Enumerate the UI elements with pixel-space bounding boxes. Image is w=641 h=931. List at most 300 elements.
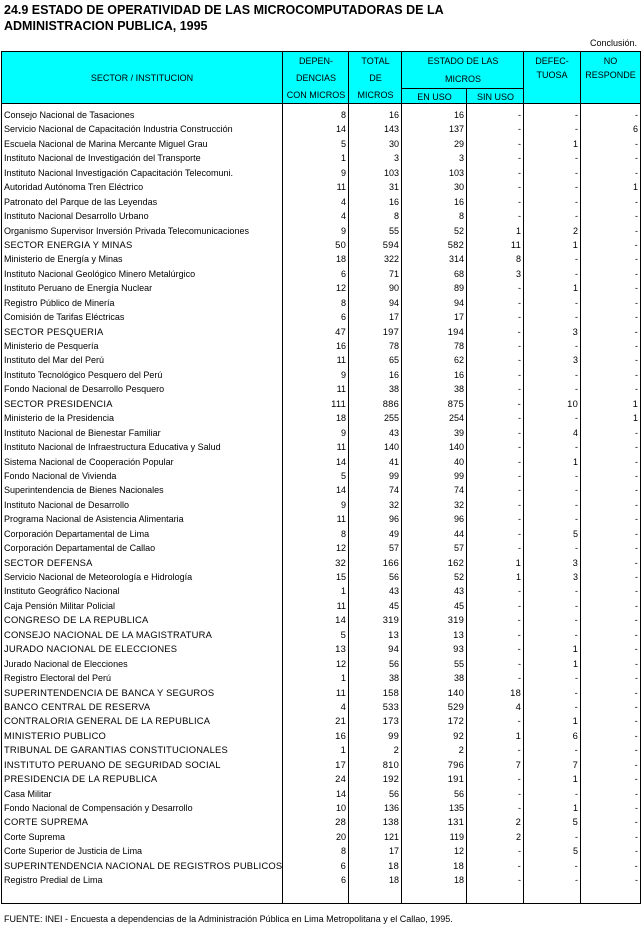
cell-institution: SECTOR PRESIDENCIA [4, 397, 113, 409]
header-sin-uso [466, 88, 524, 104]
cell-dependencias: 10 [335, 803, 346, 813]
cell-en-uso: 92 [453, 729, 464, 741]
cell-dependencias: 6 [340, 312, 346, 323]
cell-en-uso: 191 [447, 773, 464, 785]
cell-sin-uso: - [518, 600, 521, 611]
cell-defectuosa: 4 [572, 427, 578, 438]
cell-dependencias: 6 [340, 268, 346, 279]
cell-institution: Registro Electoral del Perú [4, 673, 112, 684]
cell-no-responde: - [635, 225, 638, 236]
table-row [2, 267, 640, 281]
cell-institution: Instituto Nacional de Infraestructura Educativa y Salud [4, 442, 221, 453]
cell-institution: Fondo Nacional de Desarrollo Pesquero [4, 384, 165, 395]
cell-defectuosa: - [575, 254, 578, 265]
cell-total: 38 [388, 673, 399, 684]
cell-institution: INSTITUTO PERUANO DE SEGURIDAD SOCIAL [4, 758, 221, 770]
cell-dependencias: 11 [336, 384, 346, 395]
cell-en-uso: 194 [447, 325, 464, 337]
cell-no-responde: - [635, 211, 638, 222]
cell-sin-uso: - [518, 875, 521, 886]
cell-dependencias: 9 [340, 499, 346, 510]
cell-sin-uso: - [518, 124, 521, 135]
cell-en-uso: 16 [453, 196, 464, 207]
table-row [2, 541, 640, 555]
cell-sin-uso: - [518, 470, 521, 481]
cell-defectuosa: 1 [572, 773, 578, 785]
table-row [2, 527, 640, 541]
cell-dependencias: 1 [340, 744, 346, 756]
cell-sin-uso: - [518, 355, 521, 366]
cell-defectuosa: 5 [572, 846, 578, 857]
cell-institution: TRIBUNAL DE GARANTIAS CONSTITUCIONALES [4, 744, 228, 756]
cell-defectuosa: - [575, 196, 578, 207]
cell-no-responde: - [635, 600, 638, 611]
cell-defectuosa: - [574, 686, 578, 698]
table-row [2, 195, 640, 209]
cell-institution: CONSEJO NACIONAL DE LA MAGISTRATURA [4, 628, 213, 640]
cell-en-uso: 140 [447, 686, 464, 698]
cell-total: 43 [388, 586, 399, 597]
cell-no-responde: - [634, 686, 638, 698]
cell-no-responde: 1 [632, 413, 638, 424]
header-total [348, 52, 402, 103]
cell-sin-uso: - [518, 658, 521, 669]
cell-en-uso: 12 [453, 846, 464, 857]
cell-no-responde: - [635, 384, 638, 395]
cell-total: 143 [383, 124, 399, 135]
cell-total: 13 [388, 628, 399, 640]
cell-institution: Registro Público de Minería [4, 297, 115, 308]
cell-defectuosa: - [575, 442, 578, 453]
cell-dependencias: 8 [340, 110, 346, 120]
cell-no-responde: - [635, 875, 638, 886]
table-row [2, 310, 640, 324]
cell-total: 71 [388, 268, 399, 279]
header-dependencias [282, 52, 349, 103]
cell-institution: Patronato del Parque de las Leyendas [4, 196, 158, 207]
cell-no-responde: - [634, 816, 638, 828]
cell-total: 16 [388, 369, 399, 380]
cell-institution: Ministerio de Energía y Minas [4, 254, 123, 265]
header-no-responde [580, 52, 640, 103]
cell-institution: Jurado Nacional de Elecciones [4, 658, 128, 669]
cell-defectuosa: 3 [572, 355, 578, 366]
cell-total: 90 [388, 283, 399, 294]
cell-dependencias: 50 [335, 238, 346, 250]
cell-en-uso: 74 [453, 485, 464, 496]
header-dep-line-3: CON MICROS [286, 89, 346, 100]
cell-sin-uso: 2 [515, 816, 521, 828]
cell-institution: Ministerio de Pesquería [4, 341, 99, 351]
cell-institution: PRESIDENCIA DE LA REPUBLICA [4, 773, 158, 785]
cell-total: 192 [382, 773, 399, 785]
cell-en-uso: 68 [453, 268, 464, 279]
cell-sin-uso: - [517, 325, 521, 337]
cell-no-responde: - [635, 658, 638, 669]
cell-institution: SUPERINTENDENCIA DE BANCA Y SEGUROS [4, 686, 215, 698]
table-row [2, 815, 640, 829]
cell-dependencias: 24 [335, 773, 346, 785]
cell-no-responde: - [635, 297, 638, 308]
table-row [2, 353, 640, 367]
cell-defectuosa: - [574, 628, 578, 640]
cell-institution: Corte Superior de Justicia de Lima [4, 846, 143, 857]
cell-defectuosa: 10 [567, 397, 578, 409]
cell-sin-uso: - [518, 673, 521, 684]
table-row [2, 498, 640, 512]
cell-en-uso: 32 [453, 499, 464, 510]
table-row [2, 686, 640, 700]
header-dep-line-2: DENCIAS [295, 72, 336, 83]
cell-no-responde: - [634, 643, 638, 655]
cell-en-uso: 96 [453, 514, 464, 525]
cell-defectuosa: - [575, 514, 578, 525]
header-sector [2, 52, 282, 103]
table-row [2, 469, 640, 483]
cell-dependencias: 32 [335, 556, 346, 568]
cell-total: 158 [382, 686, 399, 698]
cell-total: 56 [388, 572, 399, 582]
cell-institution: SECTOR ENERGIA Y MINAS [4, 238, 133, 250]
cell-institution: Comisión de Tarifas Eléctricas [4, 312, 125, 323]
cell-defectuosa: - [575, 369, 578, 380]
cell-no-responde: - [634, 325, 638, 337]
table-row [2, 642, 640, 656]
cell-dependencias: 11 [335, 686, 346, 698]
cell-dependencias: 14 [335, 456, 346, 467]
cell-dependencias: 1 [340, 673, 346, 684]
table-row [2, 166, 640, 180]
cell-no-responde: - [634, 744, 638, 756]
cell-institution: SUPERINTENDENCIA NACIONAL DE REGISTROS PUBLICOS [4, 859, 283, 871]
cell-institution: Instituto Nacional de Investigación del Transporte [4, 153, 201, 164]
cell-total: 8 [393, 211, 399, 222]
table-row [2, 556, 640, 570]
cell-defectuosa: 3 [572, 556, 578, 568]
cell-institution: Instituto Nacional de Desarrollo [4, 499, 130, 510]
cell-no-responde: - [634, 729, 638, 741]
cell-dependencias: 18 [335, 254, 346, 265]
continuation-note: Conclusión. [589, 38, 637, 48]
cell-no-responde: - [635, 846, 638, 857]
table-row [2, 873, 640, 887]
cell-sin-uso: - [518, 846, 521, 857]
cell-no-responde: - [634, 773, 638, 785]
cell-no-responde: - [634, 628, 638, 640]
cell-defectuosa: 7 [572, 758, 578, 770]
table-row [2, 224, 640, 238]
cell-defectuosa: - [574, 744, 578, 756]
cell-dependencias: 21 [335, 715, 346, 727]
table-row [2, 368, 640, 382]
table-row [2, 830, 640, 844]
cell-en-uso: 2 [458, 744, 464, 756]
cell-institution: Caja Pensión Militar Policial [4, 600, 116, 611]
cell-sin-uso: 3 [515, 268, 521, 279]
table-row [2, 801, 640, 815]
cell-no-responde: - [635, 586, 638, 597]
cell-sin-uso: - [518, 427, 521, 438]
cell-total: 94 [388, 643, 399, 655]
cell-sin-uso: - [517, 643, 521, 655]
cell-defectuosa: - [575, 167, 578, 178]
column-divider [348, 104, 349, 903]
cell-defectuosa: - [575, 831, 578, 842]
table-row [2, 714, 640, 728]
cell-sin-uso: - [517, 628, 521, 640]
cell-en-uso: 38 [453, 384, 464, 395]
cell-defectuosa: - [575, 312, 578, 323]
cell-institution: Superintendencia de Bienes Nacionales [4, 485, 164, 496]
cell-en-uso: 314 [448, 254, 464, 265]
cell-defectuosa: - [575, 413, 578, 424]
table-row [2, 151, 640, 165]
cell-no-responde: - [635, 514, 638, 525]
cell-institution: JURADO NACIONAL DE ELECCIONES [4, 643, 178, 655]
cell-defectuosa: - [574, 859, 578, 871]
cell-dependencias: 9 [340, 369, 346, 380]
table-row [2, 325, 640, 339]
cell-sin-uso: - [518, 138, 521, 149]
cell-total: 74 [388, 485, 399, 496]
cell-dependencias: 17 [335, 758, 346, 770]
cell-no-responde: - [635, 196, 638, 207]
table-row [2, 772, 640, 786]
cell-en-uso: 13 [453, 628, 464, 640]
header-en-uso [401, 88, 467, 104]
cell-no-responde: - [635, 442, 638, 453]
cell-institution: Instituto Nacional Desarrollo Urbano [4, 211, 149, 222]
cell-sin-uso: - [517, 744, 521, 756]
cell-dependencias: 4 [340, 700, 346, 712]
cell-sin-uso: - [518, 196, 521, 207]
cell-defectuosa: 1 [572, 138, 578, 149]
cell-defectuosa: - [575, 600, 578, 611]
cell-dependencias: 9 [340, 427, 346, 438]
cell-institution: BANCO CENTRAL DE RESERVA [4, 700, 151, 712]
cell-defectuosa: - [575, 110, 578, 120]
cell-defectuosa: - [575, 211, 578, 222]
cell-no-responde: - [635, 456, 638, 467]
cell-no-responde: - [634, 715, 638, 727]
table-row [2, 844, 640, 858]
cell-en-uso: 78 [453, 341, 464, 351]
cell-total: 45 [388, 600, 399, 611]
cell-total: 65 [388, 355, 399, 366]
cell-sin-uso: - [518, 283, 521, 294]
cell-defectuosa: - [575, 470, 578, 481]
cell-en-uso: 57 [453, 543, 464, 554]
cell-dependencias: 8 [340, 297, 346, 308]
cell-en-uso: 582 [447, 238, 464, 250]
cell-defectuosa: - [575, 875, 578, 886]
cell-no-responde: 6 [632, 124, 638, 135]
cell-defectuosa: 2 [572, 225, 578, 236]
cell-no-responde: - [635, 153, 638, 164]
cell-total: 197 [382, 325, 399, 337]
cell-en-uso: 18 [453, 875, 464, 886]
cell-sin-uso: - [517, 773, 521, 785]
cell-sin-uso: - [518, 153, 521, 164]
cell-defectuosa: - [575, 384, 578, 395]
cell-institution: Corporación Departamental de Callao [4, 543, 156, 554]
cell-dependencias: 14 [335, 124, 346, 135]
cell-total: 17 [388, 312, 399, 323]
cell-sin-uso: - [518, 413, 521, 424]
cell-total: 810 [382, 758, 399, 770]
cell-defectuosa: 5 [572, 816, 578, 828]
cell-dependencias: 20 [335, 831, 346, 842]
column-divider [523, 104, 524, 903]
cell-institution: Programa Nacional de Asistencia Alimentaria [4, 514, 184, 525]
cell-institution: Ministerio de la Presidencia [4, 413, 115, 424]
cell-institution: Casa Militar [4, 788, 52, 799]
cell-dependencias: 18 [335, 413, 346, 424]
cell-dependencias: 16 [335, 729, 346, 741]
cell-sin-uso: - [518, 499, 521, 510]
cell-dependencias: 11 [336, 355, 346, 366]
cell-no-responde: - [634, 556, 638, 568]
cell-no-responde: - [634, 859, 638, 871]
cell-en-uso: 52 [453, 572, 464, 582]
cell-en-uso: 29 [453, 138, 464, 149]
title-line-1: 24.9 ESTADO DE OPERATIVIDAD DE LAS MICROCOMPUTADORAS DE LA [4, 3, 444, 17]
cell-en-uso: 162 [447, 556, 464, 568]
cell-no-responde: - [635, 110, 638, 120]
cell-sin-uso: 11 [510, 238, 521, 250]
cell-institution: Corte Suprema [4, 831, 66, 842]
cell-dependencias: 11 [336, 182, 346, 193]
cell-en-uso: 43 [453, 586, 464, 597]
cell-total: 886 [382, 397, 399, 409]
cell-dependencias: 12 [335, 658, 346, 669]
cell-sin-uso: - [518, 485, 521, 496]
cell-no-responde: - [635, 485, 638, 496]
table-row [2, 584, 640, 598]
table-row [2, 339, 640, 353]
cell-defectuosa: - [575, 499, 578, 510]
cell-no-responde: - [635, 528, 638, 539]
cell-sin-uso: - [518, 182, 521, 193]
cell-dependencias: 4 [340, 196, 346, 207]
cell-no-responde: - [635, 254, 638, 265]
table-row [2, 613, 640, 627]
header-defectuosa [523, 52, 580, 103]
table-row [2, 700, 640, 714]
table-header [2, 52, 640, 104]
cell-dependencias: 47 [335, 325, 346, 337]
cell-dependencias: 14 [335, 788, 346, 799]
cell-sin-uso: - [518, 514, 521, 525]
table-row [2, 483, 640, 497]
cell-en-uso: 99 [453, 470, 464, 481]
cell-defectuosa: - [575, 543, 578, 554]
header-total-line-2: DE [369, 72, 382, 83]
cell-sin-uso: - [518, 586, 521, 597]
cell-dependencias: 11 [336, 442, 346, 453]
cell-no-responde: - [635, 355, 638, 366]
cell-total: 99 [388, 729, 399, 741]
cell-total: 3 [393, 153, 399, 164]
cell-institution: Fondo Nacional de Compensación y Desarrollo [4, 803, 193, 813]
cell-total: 121 [383, 831, 399, 842]
cell-total: 173 [382, 715, 399, 727]
table-row [2, 787, 640, 801]
cell-institution: Sistema Nacional de Cooperación Popular [4, 456, 174, 467]
cell-defectuosa: - [575, 341, 578, 351]
cell-no-responde: - [635, 543, 638, 554]
cell-dependencias: 12 [335, 543, 346, 554]
cell-dependencias: 4 [340, 211, 346, 222]
cell-total: 38 [388, 384, 399, 395]
cell-sin-uso: 7 [515, 758, 521, 770]
cell-institution: Organismo Supervisor Inversión Privada Telecomunicaciones [4, 225, 249, 236]
column-divider [466, 104, 467, 903]
cell-no-responde: - [634, 758, 638, 770]
cell-total: 43 [388, 427, 399, 438]
cell-total: 55 [388, 225, 399, 236]
cell-sin-uso: 1 [515, 572, 521, 582]
cell-defectuosa: - [575, 153, 578, 164]
cell-total: 32 [388, 499, 399, 510]
cell-sin-uso: 2 [515, 831, 521, 842]
cell-no-responde: - [635, 427, 638, 438]
cell-total: 18 [388, 859, 399, 871]
cell-dependencias: 15 [335, 572, 346, 582]
cell-en-uso: 140 [448, 442, 464, 453]
cell-en-uso: 45 [453, 600, 464, 611]
cell-defectuosa: - [575, 586, 578, 597]
table-row [2, 382, 640, 396]
table-row [2, 209, 640, 223]
table-row [2, 657, 640, 671]
cell-sin-uso: - [518, 528, 521, 539]
cell-institution: Instituto del Mar del Perú [4, 355, 105, 366]
cell-institution: Instituto Peruano de Energía Nuclear [4, 283, 153, 294]
cell-defectuosa: - [575, 182, 578, 193]
cell-en-uso: 119 [449, 831, 464, 842]
cell-en-uso: 529 [447, 700, 464, 712]
cell-institution: CORTE SUPREMA [4, 816, 89, 828]
table-row [2, 252, 640, 266]
cell-defectuosa: 6 [572, 729, 578, 741]
cell-institution: Instituto Nacional Geológico Minero Metalúrgico [4, 268, 196, 279]
cell-dependencias: 1 [340, 153, 346, 164]
cell-defectuosa: - [575, 268, 578, 279]
header-noresp-line-2: RESPONDE [585, 70, 636, 80]
cell-institution: CONGRESO DE LA REPUBLICA [4, 614, 149, 626]
cell-dependencias: 8 [340, 846, 346, 857]
cell-en-uso: 3 [458, 153, 464, 164]
cell-dependencias: 9 [340, 167, 346, 178]
column-divider [580, 104, 581, 903]
cell-total: 322 [383, 254, 399, 265]
cell-institution: Instituto Nacional Investigación Capacitación Telecomuni. [4, 167, 233, 178]
table-row [2, 411, 640, 425]
header-total-line-1: TOTAL [361, 55, 390, 66]
cell-sin-uso: - [518, 297, 521, 308]
table-row [2, 122, 640, 136]
cell-total: 56 [388, 788, 399, 799]
cell-institution: Instituto Geográfico Nacional [4, 586, 120, 597]
cell-defectuosa: 5 [572, 528, 578, 539]
cell-institution: Servicio Nacional de Capacitación Industria Construcción [4, 124, 233, 135]
cell-sin-uso: - [518, 211, 521, 222]
cell-no-responde: - [635, 341, 638, 351]
cell-total: 99 [388, 470, 399, 481]
cell-institution: Instituto Nacional de Bienestar Familiar [4, 427, 161, 438]
cell-institution: Instituto Tecnológico Pesquero del Perú [4, 369, 163, 380]
